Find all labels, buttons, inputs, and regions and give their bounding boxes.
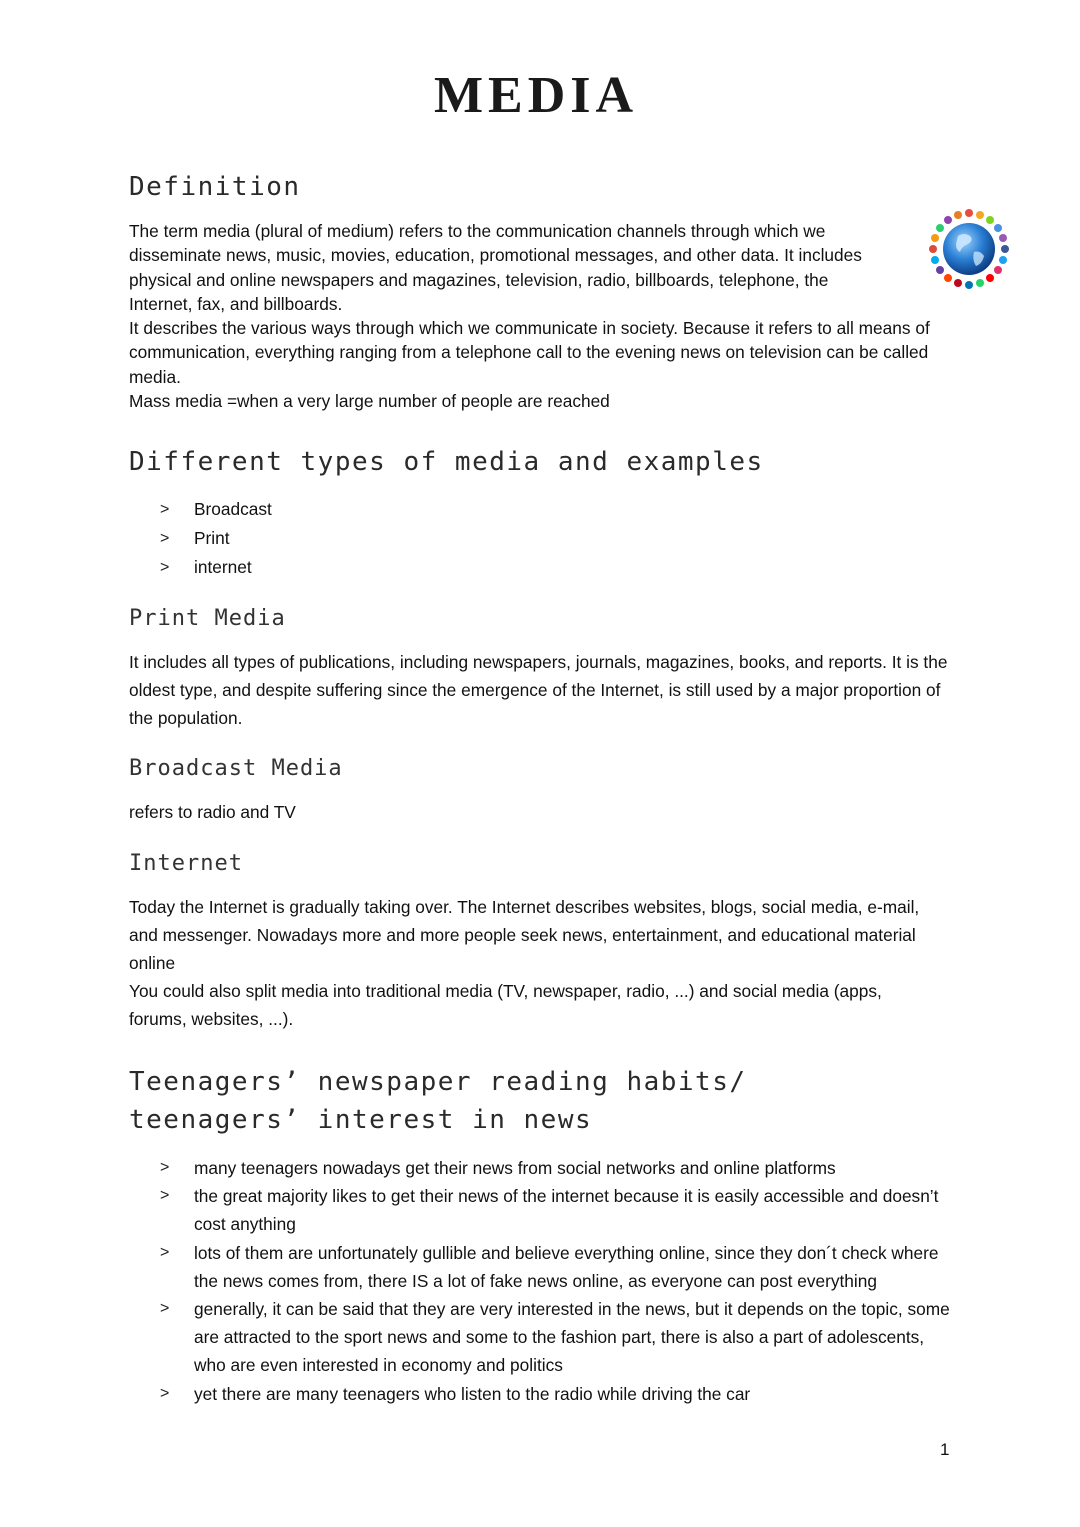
list-item: > lots of them are unfortunately gullible and believe everything online, since they don´t check where the news comes from, there IS a lot of fake news online, as everyone can post everything [160, 1239, 950, 1295]
arrow-bullet: > [160, 1159, 170, 1176]
list-item: > internet [160, 553, 272, 582]
arrow-bullet: > [160, 1300, 170, 1318]
internet-paragraph-2: You could also split media into traditional media (TV, newspaper, radio, ...) and social media (apps, forums, websites, ...). [129, 981, 882, 1029]
arrow-bullet: > [160, 530, 170, 547]
heading-broadcast-media: Broadcast Media [129, 756, 343, 781]
arrow-bullet: > [160, 501, 170, 518]
list-item: > the great majority likes to get their news of the internet because it is easily accessible and doesn’t cost anything [160, 1182, 950, 1238]
arrow-bullet: > [160, 559, 170, 576]
list-item: > Broadcast [160, 495, 272, 524]
page-number: 1 [940, 1440, 950, 1459]
heading-internet: Internet [129, 851, 243, 876]
broadcast-media-text: refers to radio and TV [129, 802, 296, 822]
definition-paragraph-2: It describes the various ways through which we communicate in society. Because it refers to all means of communication, everything ranging from a telephone call to the evening news on television can be called media. Mass media =when a very large number of people are reached [129, 318, 930, 412]
list-item: > many teenagers nowadays get their news from social networks and online platforms [160, 1154, 950, 1182]
heading-teenagers: Teenagers’ newspaper reading habits/ teenagers’ interest in news [129, 1067, 747, 1135]
definition-paragraph-1: The term media (plural of medium) refers to the communication channels through which we disseminate news, music, movies, education, promotional messages, and other data. It includes physical and online newspapers and magazines, television, radio, billboards, telephone, the Internet, fax, and billboards. [129, 221, 862, 315]
teenagers-list [160, 1154, 950, 1408]
list-item: > yet there are many teenagers who listen to the radio while driving the car [160, 1380, 950, 1408]
heading-types-of-media: Different types of media and examples [129, 447, 764, 477]
internet-paragraph-1: Today the Internet is gradually taking over. The Internet describes websites, blogs, social media, e-mail, and messenger. Nowadays more and more people seek news, entertainment, and educational material online [129, 897, 920, 973]
types-list [160, 495, 272, 582]
arrow-bullet: > [160, 1243, 170, 1261]
list-item: > generally, it can be said that they are very interested in the news, but it depends on the topic, some are attracted to the sport news and some to the fashion part, there is also a part of adolescents, who are even interested in economy and politics [160, 1295, 950, 1380]
list-item: > Print [160, 524, 272, 553]
globe-social-media-icon [928, 208, 1010, 290]
arrow-bullet: > [160, 1384, 170, 1402]
heading-definition: Definition [129, 172, 301, 202]
heading-print-media: Print Media [129, 606, 286, 631]
page-title: MEDIA [433, 67, 639, 124]
arrow-bullet: > [160, 1187, 170, 1205]
print-media-text: It includes all types of publications, including newspapers, journals, magazines, books, and reports. It is the oldest type, and despite suffering since the emergence of the Internet, is still used by a major proportion of the population. [129, 652, 948, 728]
